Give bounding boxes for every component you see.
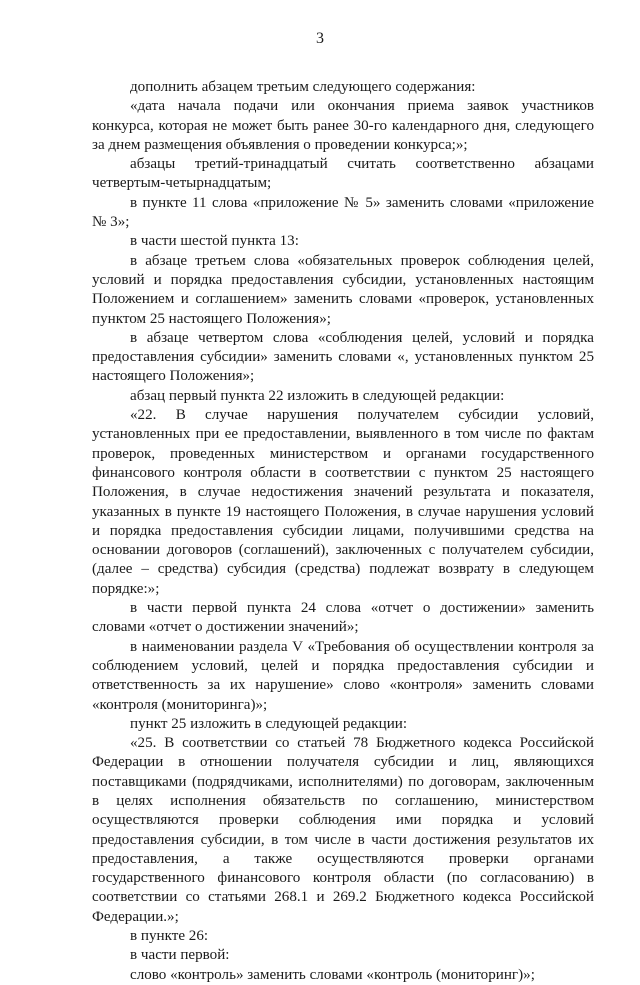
paragraph: в абзаце третьем слова «обязательных проверок соблюдения целей, условий и порядка предоставления субсидии, установленных настоящим Положением и соглашением» заменить словами «проверок, установленных пунктом 25 настоящего Положения»; — [92, 252, 594, 327]
paragraph: абзац первый пункта 22 изложить в следующей редакции: — [130, 387, 505, 404]
paragraph: в части первой: — [130, 947, 230, 964]
paragraph: в пункте 11 слова «приложение № 5» заменить словами «приложение № 3»; — [92, 194, 594, 231]
paragraph: в пункте 26: — [130, 928, 209, 945]
paragraph: «дата начала подачи или окончания приема заявок участников конкурса, которая не может быть ранее 30-го календарного дня, следующего за днем размещения объявления о проведении конкурса;»; — [92, 98, 594, 153]
paragraph: абзацы третий-тринадцатый считать соответственно абзацами четвертым-четырнадцатым; — [92, 156, 594, 192]
paragraph: пункт 25 изложить в следующей редакции: — [130, 715, 408, 732]
paragraph: в абзаце четвертом слова «соблюдения целей, условий и порядка предоставления субсидии» заменить словами «, установленных пунктом 25 настоящего Положения»; — [92, 329, 594, 385]
paragraph: в наименовании раздела V «Требования об осуществлении контроля за соблюдением условий, целей и порядка предоставления субсидии и ответственность за их нарушение» слово «контроля» заменить словами «контроля (мониторинга)»; — [92, 638, 594, 713]
paragraph: слово «контроль» заменить словами «контроль (мониторинг)»; — [130, 966, 535, 983]
paragraph: в части шестой пункта 13: — [130, 233, 299, 250]
page-number: 3 — [316, 30, 324, 47]
paragraph: в части первой пункта 24 слова «отчет о достижении» заменить словами «отчет о достижении значений»; — [92, 600, 594, 636]
paragraph: «25. В соответствии со статьей 78 Бюджетного кодекса Российской Федерации в отношении получателя субсидии и лиц, являющихся поставщиками (подрядчиками, исполнителями) по договорам, заключенным в целях исполнения обязательств по соглашению, министерством осуществляются проверки соблюдения ими порядка и условий предоставления субсидии, в том числе в части достижения результатов их предоставления, а также осуществляются проверки органами государственного финансового контроля области (по согласованию) в соответствии со статьями 268.1 и 269.2 Бюджетного кодекса Российской Федерации.»; — [92, 735, 594, 925]
paragraph: «22. В случае нарушения получателем субсидии условий, установленных при ее предоставлении, выявленного в том числе по фактам проверок, проведенных министерством и органами государственного финансового контроля области в соответствии с пунктом 25 настоящего Положения, в случае недостижения значений результата и показателя, указанных в пункте 19 настоящего Положения, в случае нарушения условий и порядка предоставления субсидии лицами, получившими средства на основании договоров (соглашений), заключенных с получателем субсидии, (далее – средства) субсидия (средства) подлежат возврату в следующем порядке:»; — [92, 407, 594, 597]
document-body — [92, 78, 594, 985]
paragraph: дополнить абзацем третьим следующего содержания: — [130, 79, 476, 95]
